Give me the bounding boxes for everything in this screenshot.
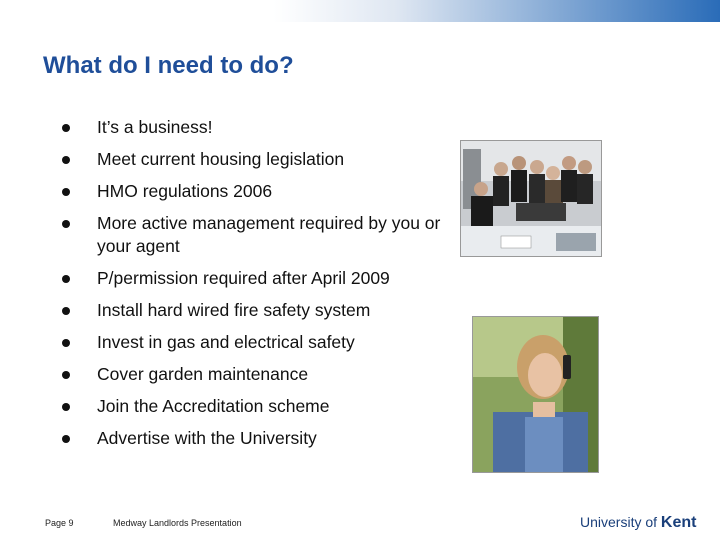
bullet-dot (62, 275, 70, 283)
bullet-text: Install hard wired fire safety system (97, 300, 371, 320)
bullet-item (62, 116, 442, 139)
bullet-dot (62, 371, 70, 379)
bullet-text: Advertise with the University (97, 428, 317, 448)
bullet-item (62, 363, 442, 386)
bullet-dot (62, 435, 70, 443)
bullet-item (62, 148, 442, 171)
bullet-list (62, 116, 442, 450)
bullet-item (62, 331, 442, 354)
bullet-item (62, 180, 442, 203)
bullet-dot (62, 339, 70, 347)
student-on-phone-photo (472, 316, 599, 473)
bullet-dot (62, 124, 70, 132)
bullet-text: HMO regulations 2006 (97, 181, 273, 201)
bullet-dot (62, 220, 70, 228)
bullet-text: Join the Accreditation scheme (97, 396, 330, 416)
logo-name: Kent (660, 514, 697, 531)
bullet-dot (62, 307, 70, 315)
presentation-name: Medway Landlords Presentation (113, 518, 242, 528)
bullet-dot (62, 188, 70, 196)
bullet-item (62, 395, 442, 418)
bullet-item (62, 427, 442, 450)
page-number: Page 9 (45, 518, 74, 528)
bullet-dot (62, 156, 70, 164)
bullet-item (62, 299, 442, 322)
top-gradient-banner (0, 0, 720, 22)
university-of-kent-logo (580, 514, 696, 532)
bullet-text: P/permission required after April 2009 (97, 268, 390, 288)
bullet-item (62, 212, 442, 258)
bullet-text: Cover garden maintenance (97, 364, 309, 384)
bullet-text: Invest in gas and electrical safety (97, 332, 355, 352)
logo-prefix: University of (580, 514, 661, 530)
students-group-photo (460, 140, 602, 257)
bullet-text: Meet current housing legislation (97, 149, 345, 169)
bullet-item (62, 267, 442, 290)
slide-title: What do I need to do? (43, 52, 294, 79)
bullet-text: More active management required by you or your agent (97, 213, 441, 256)
bullet-text: It’s a business! (97, 117, 213, 137)
bullet-dot (62, 403, 70, 411)
